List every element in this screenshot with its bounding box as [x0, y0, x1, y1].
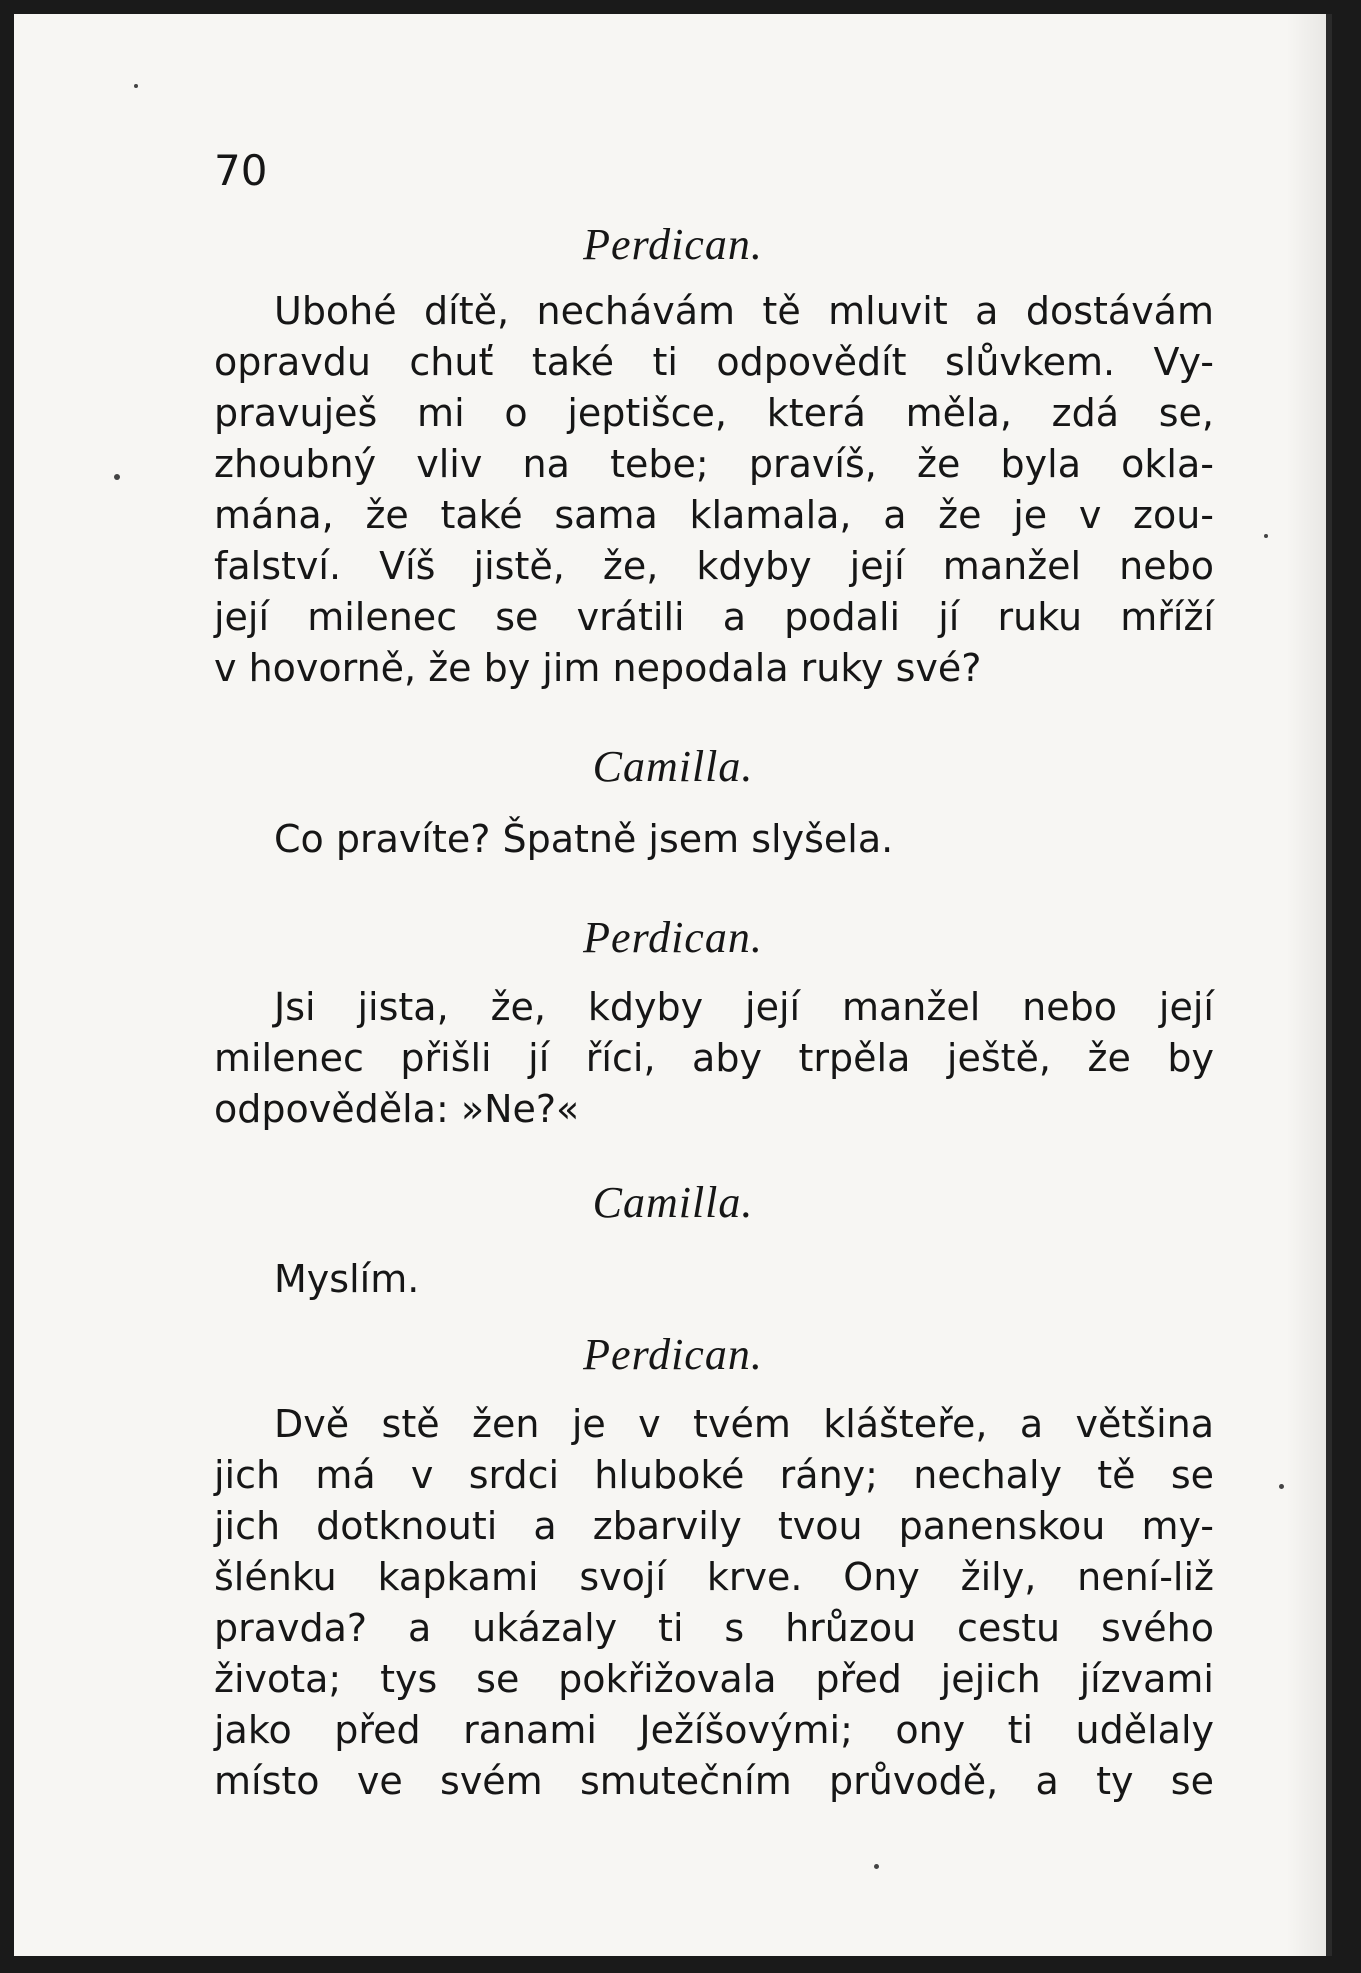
speaker-name: Perdican. — [583, 220, 763, 269]
speaker-name: Camilla. — [592, 1178, 754, 1227]
text-line: opravdu chuť také ti odpovědít slůvkem. Vy- — [214, 340, 1214, 384]
dialogue-paragraph — [214, 814, 1214, 865]
text-line: Co pravíte? Špatně jsem slyšela. — [274, 817, 894, 861]
scan-speck — [134, 84, 138, 88]
text-line: šlénku kapkami svojí krve. Ony žily, není-liž — [214, 1555, 1214, 1599]
text-line: milenec přišli jí říci, aby trpěla ještě, že by — [214, 1036, 1214, 1080]
book-page — [14, 14, 1332, 1956]
text-line: života; tys se pokřižovala před jejich jízvami — [214, 1657, 1214, 1701]
speaker-name: Camilla. — [592, 742, 754, 791]
text-line: Jsi jista, že, kdyby její manžel nebo její — [274, 985, 1214, 1029]
dialogue-paragraph — [214, 1254, 1214, 1305]
text-line: falství. Víš jistě, že, kdyby její manžel nebo — [214, 544, 1214, 588]
text-line: jako před ranami Ježíšovými; ony ti udělaly — [214, 1708, 1214, 1752]
text-line: jich má v srdci hluboké rány; nechaly tě se — [214, 1453, 1214, 1497]
text-line: Dvě stě žen je v tvém klášteře, a většina — [274, 1402, 1214, 1446]
dialogue-paragraph — [214, 1399, 1214, 1807]
text-line: její milenec se vrátili a podali jí ruku mříží — [214, 595, 1214, 639]
speaker-name: Perdican. — [583, 913, 763, 962]
text-line: pravda? a ukázaly ti s hrůzou cestu svého — [214, 1606, 1214, 1650]
dialogue-paragraph — [214, 982, 1214, 1135]
scan-speck — [874, 1864, 879, 1869]
text-line: místo ve svém smutečním průvodě, a ty se — [214, 1759, 1214, 1803]
text-line: Myslím. — [274, 1257, 420, 1301]
text-line: Ubohé dítě, nechávám tě mluvit a dostávám — [274, 289, 1214, 333]
text-line: jich dotknouti a zbarvily tvou panenskou my- — [214, 1504, 1214, 1548]
page-number: 70 — [214, 146, 268, 195]
scan-speck — [1264, 534, 1268, 538]
page-edge-shadow — [1286, 14, 1326, 1956]
dialogue-paragraph — [214, 286, 1214, 694]
text-line: zhoubný vliv na tebe; pravíš, že byla okla- — [214, 442, 1214, 486]
scan-speck — [114, 474, 120, 480]
scan-speck — [1279, 1484, 1284, 1489]
text-line: v hovorně, že by jim nepodala ruky své? — [214, 646, 982, 690]
speaker-name: Perdican. — [583, 1330, 763, 1379]
text-line: pravuješ mi o jeptišce, která měla, zdá se, — [214, 391, 1214, 435]
text-line: mána, že také sama klamala, a že je v zou- — [214, 493, 1214, 537]
text-line: odpověděla: »Ne?« — [214, 1087, 580, 1131]
